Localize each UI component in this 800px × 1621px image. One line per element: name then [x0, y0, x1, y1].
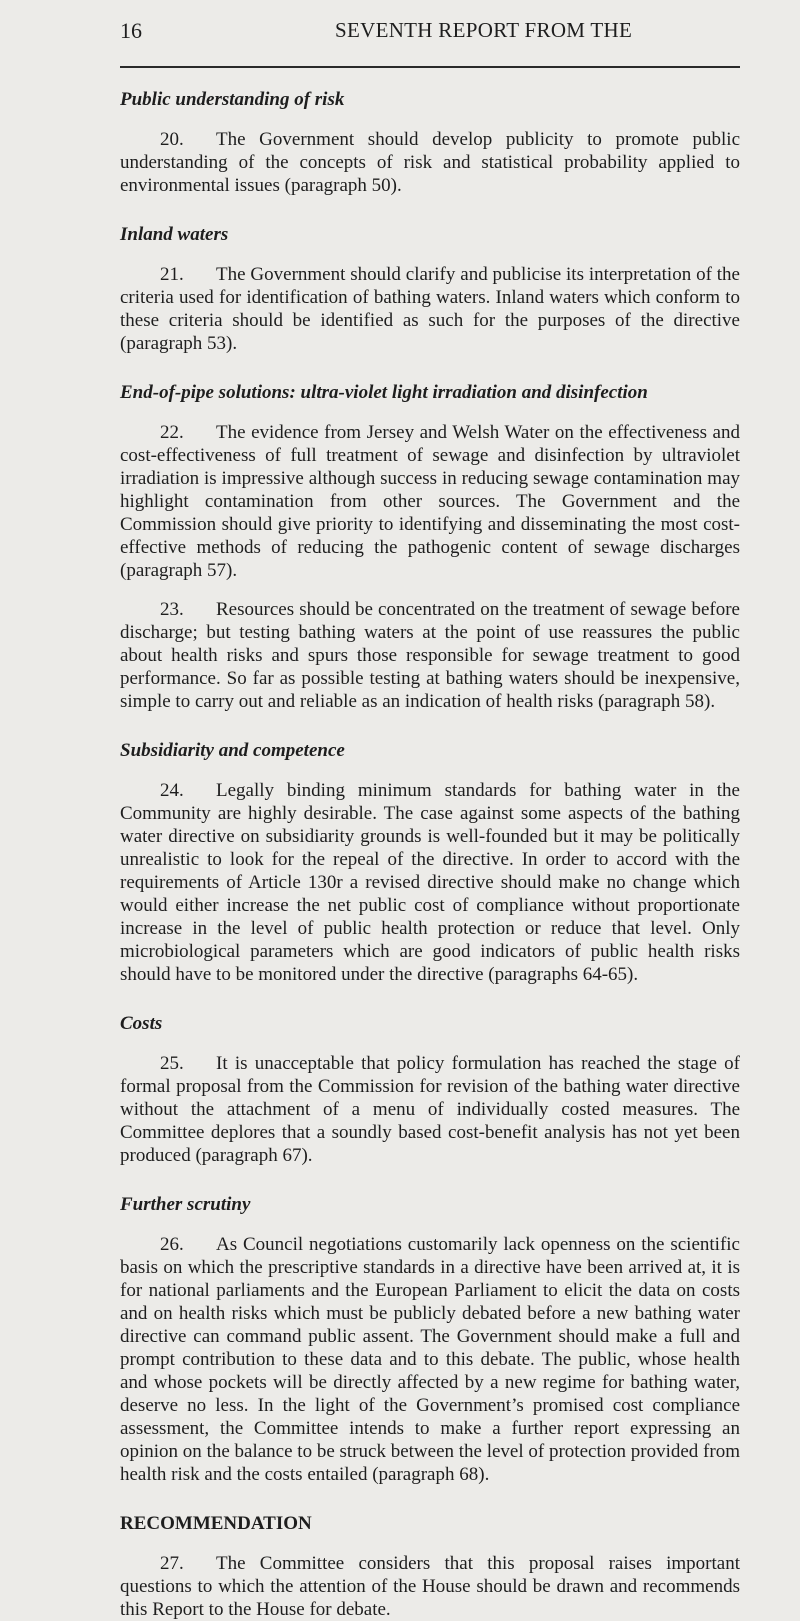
section-heading: Subsidiarity and competence — [120, 740, 345, 761]
paragraph-text: As Council negotiations customarily lack openness on the scientific basis on which the prescriptive standards in a directive have been arrived at, it is for national parliaments and the European Parliament to elicit the data on costs and on health risks which must be publicly debated before a new bathing water directive can command public assent. The Government should make a full and prompt contribution to these data and to this debate. The public, whose health and whose pockets will be directly affected by a new regime for bathing water, deserve no less. In the light of the Government’s promised cost compliance assessment, the Committee intends to make a further report expressing an opinion on the balance to be struck between the level of protection provided from health risk and the costs entailed (paragraph 68). — [120, 1234, 740, 1485]
paragraph-number: 20. — [160, 129, 184, 150]
numbered-paragraph — [120, 421, 740, 582]
paragraph-number: 21. — [160, 264, 184, 285]
paragraph-number: 22. — [160, 422, 184, 443]
paragraph-number: 26. — [160, 1234, 184, 1255]
paragraph-text: The evidence from Jersey and Welsh Water on the effectiveness and cost-effectiveness of full treatment of sewage and disinfection by ultraviolet irradiation is impressive although success in reducing sewage contamination may highlight contamination from other sources. The Government and the Commission should give priority to identifying and disseminating the most cost-effective methods of reducing the pathogenic content of sewage discharges (paragraph 57). — [120, 422, 740, 581]
section-heading: Further scrutiny — [120, 1194, 251, 1215]
section-heading: RECOMMENDATION — [120, 1513, 312, 1534]
numbered-paragraph — [120, 779, 740, 986]
section-heading: Public understanding of risk — [120, 89, 345, 110]
paragraph-number: 23. — [160, 599, 184, 620]
report-body — [120, 88, 740, 1621]
page-number: 16 — [120, 18, 142, 43]
numbered-paragraph — [120, 263, 740, 355]
section-heading: Costs — [120, 1013, 163, 1034]
paragraph-text: Resources should be concentrated on the treatment of sewage before discharge; but testing bathing waters at the point of use reassures the public about health risks and spurs those responsible for sewage treatment to good performance. So far as possible testing at bathing waters should be inexpensive, simple to carry out and reliable as an indication of health risks (paragraph 58). — [120, 599, 740, 712]
section-heading: End-of-pipe solutions: ultra-violet light irradiation and disinfection — [120, 382, 648, 403]
paragraph-text: The Committee considers that this proposal raises important questions to which the attention of the House should be drawn and recommends this Report to the House for debate. — [120, 1553, 740, 1620]
header-rule — [120, 66, 740, 68]
numbered-paragraph — [120, 598, 740, 713]
paragraph-number: 27. — [160, 1553, 184, 1574]
numbered-paragraph — [120, 1052, 740, 1167]
section-heading: Inland waters — [120, 224, 229, 245]
paragraph-number: 24. — [160, 780, 184, 801]
paragraph-number: 25. — [160, 1053, 184, 1074]
page-header — [120, 18, 740, 48]
numbered-paragraph — [120, 1233, 740, 1486]
paragraph-text: The Government should clarify and publicise its interpretation of the criteria used for identification of bathing waters. Inland waters which conform to these criteria should be identified as such for the purposes of the directive (paragraph 53). — [120, 264, 740, 354]
paragraph-text: Legally binding minimum standards for bathing water in the Community are highly desirable. The case against some aspects of the bathing water directive on subsidiarity grounds is well-founded but it may be politically unrealistic to look for the repeal of the directive. In order to accord with the requirements of Article 130r a revised directive should make no change which would either increase the net public cost of compliance without proportionate increase in the level of public health protection or reduce that level. Only microbiological parameters which are good indicators of public health risks should have to be monitored under the directive (paragraphs 64-65). — [120, 780, 740, 985]
paragraph-text: It is unacceptable that policy formulation has reached the stage of formal proposal from the Commission for revision of the bathing water directive without the attachment of a menu of individually costed measures. The Committee deplores that a soundly based cost-benefit analysis has not yet been produced (paragraph 67). — [120, 1053, 740, 1166]
numbered-paragraph — [120, 1552, 740, 1621]
running-head: SEVENTH REPORT FROM THE — [335, 18, 633, 42]
paragraph-text: The Government should develop publicity to promote public understanding of the concepts of risk and statistical probability applied to environmental issues (paragraph 50). — [120, 129, 740, 196]
numbered-paragraph — [120, 128, 740, 197]
